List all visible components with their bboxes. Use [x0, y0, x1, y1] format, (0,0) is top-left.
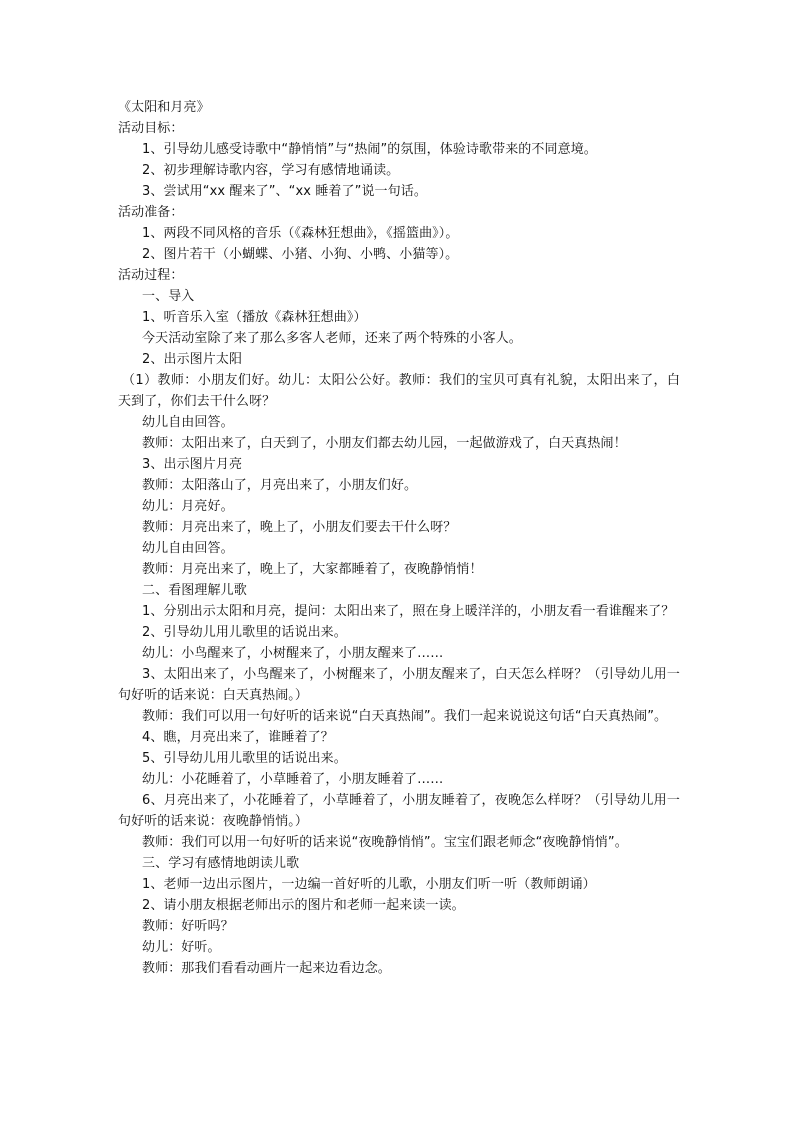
step-text: 今天活动室除了来了那么多客人老师，还来了两个特殊的小客人。 [142, 331, 522, 346]
step-text: 2、请小朋友根据老师出示的图片和老师一起来读一读。 [142, 898, 465, 913]
step-text: 2、出示图片太阳 [142, 352, 243, 367]
step-text: 教师：那我们看看动画片一起来边看边念。 [142, 961, 391, 976]
step-text: 幼儿：小鸟醒来了，小树醒来了，小朋友醒来了…… [142, 646, 444, 661]
step-text: 1、老师一边出示图片，一边编一首好听的儿歌，小朋友们听一听（教师朗诵） [142, 877, 596, 892]
section-heading: 活动过程： [118, 268, 184, 283]
section-heading: 活动准备： [118, 205, 184, 220]
step-text: 幼儿：好听。 [142, 940, 221, 955]
step-text: 幼儿：月亮好。 [142, 499, 234, 514]
section-heading: 活动目标： [118, 121, 184, 136]
step-text: 5、引导幼儿用儿歌里的话说出来。 [142, 751, 347, 766]
step-paragraph: （1）教师：小朋友们好。幼儿：太阳公公好。教师：我们的宝贝可真有礼貌，太阳出来了，白天到了，你们去干什么呀？ [118, 373, 680, 409]
step-paragraph: 3、太阳出来了，小鸟醒来了，小树醒来了，小朋友醒来了，白天怎么样呀？（引导幼儿用一句好听的话来说：白天真热闹。） [118, 667, 680, 703]
step-text: 幼儿：小花睡着了，小草睡着了，小朋友睡着了…… [142, 772, 444, 787]
doc-title: 《太阳和月亮》 [118, 100, 210, 115]
step-paragraph: 6、月亮出来了，小花睡着了，小草睡着了，小朋友睡着了，夜晚怎么样呀？（引导幼儿用一句好听的话来说：夜晚静悄悄。） [118, 793, 680, 829]
step-text: 3、出示图片月亮 [142, 457, 243, 472]
step-text: 教师：好听吗？ [142, 919, 234, 934]
step-paragraph: 1、分别出示太阳和月亮，提问：太阳出来了，照在身上暖洋洋的，小朋友看一看谁醒来了？ [142, 604, 675, 619]
step-paragraph: 教师：我们可以用一句好听的话来说“白天真热闹”。我们一起来说说这句话“白天真热闹”。 [142, 709, 668, 724]
step-heading: 三、学习有感情地朗读儿歌 [142, 856, 300, 871]
step-text: 教师：太阳出来了，白天到了，小朋友们都去幼儿园，一起做游戏了，白天真热闹！ [142, 436, 627, 451]
step-text: 教师：我们可以用一句好听的话来说“夜晚静悄悄”。宝宝们跟老师念“夜晚静悄悄”。 [142, 835, 628, 850]
step-text: 教师：月亮出来了，晚上了，大家都睡着了，夜晚静悄悄！ [142, 562, 483, 577]
step-text: 教师：太阳落山了，月亮出来了，小朋友们好。 [142, 478, 418, 493]
step-text: 2、引导幼儿用儿歌里的话说出来。 [142, 625, 347, 640]
step-text: 幼儿自由回答。 [142, 541, 234, 556]
goal-item: 1、引导幼儿感受诗歌中“静悄悄”与“热闹”的氛围，体验诗歌带来的不同意境。 [142, 142, 597, 157]
document-page [118, 97, 680, 979]
step-text: 1、听音乐入室（播放《森林狂想曲》） [142, 310, 367, 325]
step-text: 教师：月亮出来了，晚上了，小朋友们要去干什么呀？ [142, 520, 457, 535]
step-heading: 二、看图理解儿歌 [142, 583, 247, 598]
goal-item: 3、尝试用“xx 醒来了”、“xx 睡着了”说一句话。 [142, 184, 427, 199]
step-text: 幼儿自由回答。 [142, 415, 234, 430]
prep-item: 1、两段不同风格的音乐（《森林狂想曲》，《摇篮曲》）。 [142, 226, 459, 241]
goal-item: 2、初步理解诗歌内容，学习有感情地诵读。 [142, 163, 400, 178]
prep-item: 2、图片若干（小蝴蝶、小猪、小狗、小鸭、小猫等）。 [142, 247, 459, 262]
step-text: 4、瞧，月亮出来了，谁睡着了？ [142, 730, 334, 745]
step-heading: 一、导入 [142, 289, 195, 304]
